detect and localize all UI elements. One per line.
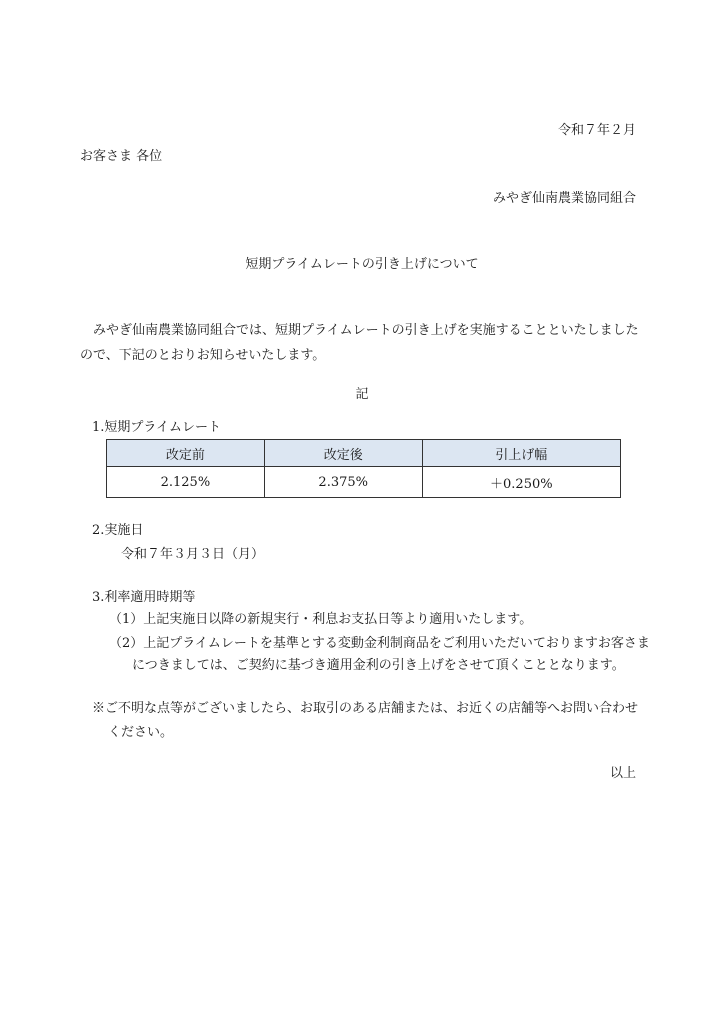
section2-heading: 2.実施日 <box>92 523 144 538</box>
note-line-1: ※ご不明な点等がございましたら、お取引のある店舗または、お近くの店舗等へお問い合わせ <box>92 701 639 716</box>
issue-date: 令和７年２月 <box>557 123 636 138</box>
section3-item-2-continued: につきましては、ご契約に基づき適用金利の引き上げをさせて頂くこととなります。 <box>132 658 625 673</box>
intro-paragraph <box>80 318 640 368</box>
section3-heading: 3.利率適用時期等 <box>92 590 196 605</box>
rate-table-header-row <box>107 440 621 467</box>
section1-heading: 1.短期プライムレート <box>92 420 222 435</box>
addressee: お客さま 各位 <box>80 149 163 164</box>
column-header-after: 改定後 <box>264 440 422 467</box>
intro-paragraph-text: みやぎ仙南農業協同組合では、短期プライムレートの引き上げを実施することといたしましたので、下記のとおりお知らせいたします。 <box>80 323 639 363</box>
rate-increase: ＋0.250% <box>422 467 620 498</box>
closing-mark: 以上 <box>609 766 636 781</box>
table-row <box>107 467 621 498</box>
ki-heading: 記 <box>355 387 369 402</box>
rate-after: 2.375% <box>264 467 422 498</box>
document-title: 短期プライムレートの引き上げについて <box>245 257 479 272</box>
note-line-2: ください。 <box>108 725 174 740</box>
rate-table <box>106 439 621 498</box>
section3-item-2: （2）上記プライムレートを基準とする変動金利制商品をご利用いただいておりますお客さま <box>109 636 650 651</box>
rate-before: 2.125% <box>107 467 265 498</box>
column-header-increase: 引上げ幅 <box>422 440 620 467</box>
sender-name: みやぎ仙南農業協同組合 <box>492 191 636 206</box>
section3-item-1: （1）上記実施日以降の新規実行・利息お支払日等より適用いたします。 <box>109 612 533 627</box>
column-header-before: 改定前 <box>107 440 265 467</box>
effective-date: 令和７年３月３日（月） <box>121 547 265 562</box>
